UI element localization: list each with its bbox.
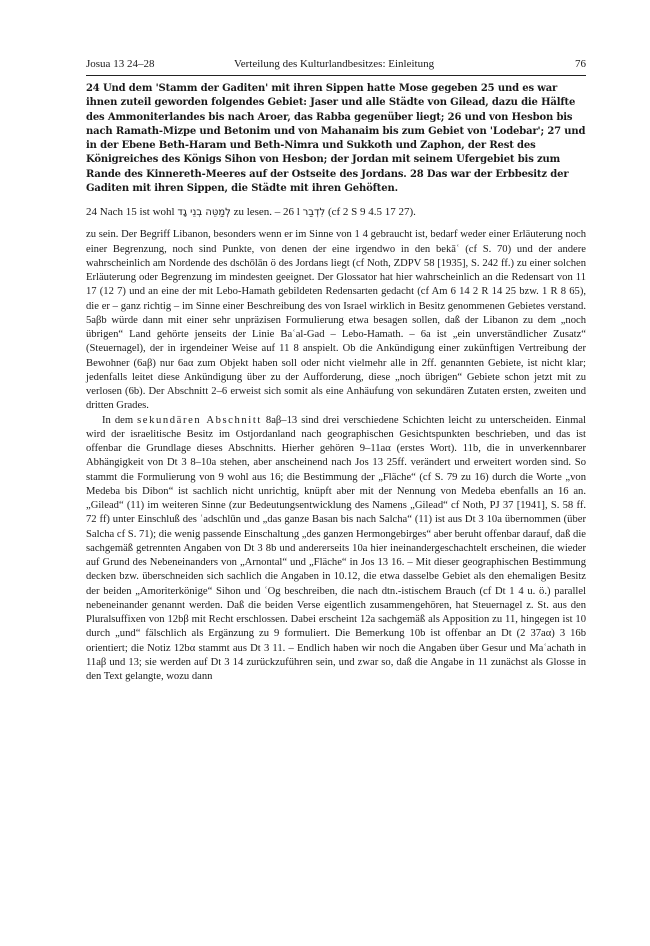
header-title: Verteilung des Kulturlandbesitzes: Einleitung <box>234 58 435 70</box>
hebrew-reading-1: לְמַטֵּה בְנֵי גָד <box>177 207 231 219</box>
note-text-1: 24 Nach 15 ist wohl <box>86 206 178 219</box>
commentary-paragraph-2 <box>86 414 586 685</box>
note-text-2: zu lesen. – 26 l <box>230 206 303 219</box>
paragraph-2-body: 8aβ–13 sind drei verschiedene Schichten leicht zu unterscheiden. Einmal wird der israelitische Besitz im Ostjordanland nach geographischen Gesichtspunkten beschrieben, und das ist offenbar die Grundlage dieses Abschnitts. Hierher gehören 9–11aα (erstes Wort). 11b, die in unverkennbarer Abhängigkeit von Dt 3 8–10a stehen, aber anscheinend nach Jos 13 25ff. verändert und erweitert worden sind. So stammt die Formulierung von 9 wohl aus 16; die Bestimmung der „Fläche“ (cf S. 79 zu 16) durch die Worte „von Medeba bis Dibon“ ist sachlich nicht unrichtig, knüpft aber mit der Nennung von Medeba ebenfalls an 16 an. „Gilead“ (11) im weiteren Sinne (zur Bedeutungsentwicklung des Namens „Gilead“ cf Noth, PJ 37 [1941], S. 58 ff. 72 ff) unter Einschluß des ʿadschlūn und „das ganze Basan bis nach Salcha“ (11) ist aus Dt 3 10a übernommen (über Salcha cf S. 71); die wenig passende Einschaltung „des ganzen Hermongebirges“ aber beruht offenbar darauf, daß die sachgemäß getrennten Angaben von Dt 3 8b und andererseits 10a hier ineinandergeschachtelt erscheinen, die wieder auf Grund des Nebeneinanders von „Arnontal“ und „Fläche“ in Jos 13 16. – Mit dieser geographischen Bestimmung decken bzw. überschneiden sich sachlich die Angaben in 10.12, die etwa dasselbe Gebiet als den ehemaligen Besitz der beiden „Amoriterkönige“ Sihon und ʿOg beschreiben, die nach dtn.-istischem Brauch (cf Dt 1 4 u. ö.) parallel nebeneinander genannt werden. Daß die beiden Verse eigentlich zusammengehören, hat Steuernagel z. St. aus den Pluralsuffixen von 12bβ mit Recht erschlossen. Dabei erscheint 12a sachgemäß als Apposition zu 11, hingegen ist 10 durch „und“ fälschlich als Ergänzung zu 9 formuliert. Die Bemerkung 10b ist offenbar an Dt (2 37aα) 3 16b orientiert; die Notiz 12bα stammt aus Dt 3 11. – Endlich haben wir noch die Angaben über Gesur und Maʿachath in 11aβ und 13; sie werden auf Dt 3 14 zurückzuführen sein, und zwar so, daß die Angabe in 11 zunächst als Glosse in den Text gelangte, wozu dann <box>86 414 586 683</box>
textual-notes <box>86 205 586 220</box>
paragraph-2-lead: In dem <box>102 414 138 426</box>
running-header <box>86 58 586 74</box>
note-text-3: (cf 2 S 9 4.5 17 27). <box>325 206 416 219</box>
hebrew-reading-2: לִדְבַר <box>302 207 326 219</box>
translation-paragraph: 24 Und dem 'Stamm der Gaditen' mit ihren Sippen hatte Mose gegeben 25 und es war ihnen zuteil geworden folgendes Gebiet: Jaser und alle Städte von Gilead, dazu die Hälfte des Ammoniterlandes bis nach Aroer, das Rabba gegenüber liegt; 26 und von Hesbon bis nach Ramath-Mizpe und Betonim und von Mahanaim bis zum Gebiet von 'Lodebar'; 27 und in der Ebene Beth-Haram und Beth-Nimra und Sukkoth und Zaphon, der Rest des Königreiches des Königs Sihon von Hesbon; der Jordan mit seinem Ufergebiet bis zum Rande des Kinnereth-Meeres auf der Ostseite des Jordans. 28 Das war der Erbbesitz der Gaditen mit ihren Sippen, die Städte mit ihren Gehöften. <box>86 83 586 195</box>
page-number: 76 <box>575 58 586 70</box>
document-page <box>86 58 586 684</box>
header-rule <box>86 75 586 76</box>
header-reference: Josua 13 24–28 <box>86 58 155 70</box>
commentary-body <box>86 228 586 684</box>
commentary-paragraph-1: zu sein. Der Begriff Libanon, besonders wenn er im Sinne von 1 4 gebraucht ist, bedarf weder einer Erläuterung noch einer Begrenzung, noch sind Punkte, von denen der eine irgendwo in den bekāʿ (cf S. 70) und der andere wahrscheinlich am Nordende des dschōlān ö des Jordans liegt (cf Noth, ZDPV 58 [1935], S. 242 ff.) zu einer solchen Erläuterung oder Begrenzung im mindesten geeignet. Der Glossator hat hier wahrscheinlich an die Redensart von 11 17 (12 7) und an eine der mit Lebo-Hamath gebildeten Redensarten gedacht (cf Am 6 14 2 R 14 25 bzw. 1 R 8 65), die er – ganz richtig – im Sinne einer Beschreibung des von Israel wirklich in Besitz genommenen Gebietes verstand. 5aβb würde dann mit einer sehr unpräzisen Formulierung etwa besagen sollen, daß der Libanon zu dem „noch übrigen“ Land gehörte jenseits der Linie Baʿal-Gad – Lebo-Hamath. – 6a ist „ein unverständlicher Zusatz“ (Steuernagel), der in irgendeiner Weise auf 11 8 anspielt. Ob die Ankündigung einer zukünftigen Vertreibung der Bewohner (6aβ) nur 6aα zum Objekt haben soll oder nicht vielmehr alle in 2ff. genannten Gebiete, ist nicht klar; jedenfalls leitet diese Ankündigung über zu der Aufforderung, diese „noch übrigen“ Gebiete schon jetzt mit zu verlosen (6b). Der Abschnitt 2–6 erweist sich somit als eine Anhäufung von sekundären Zutaten ersten, zweiten und dritten Grades. <box>86 229 586 412</box>
section-term: sekundären Abschnitt <box>137 414 262 426</box>
